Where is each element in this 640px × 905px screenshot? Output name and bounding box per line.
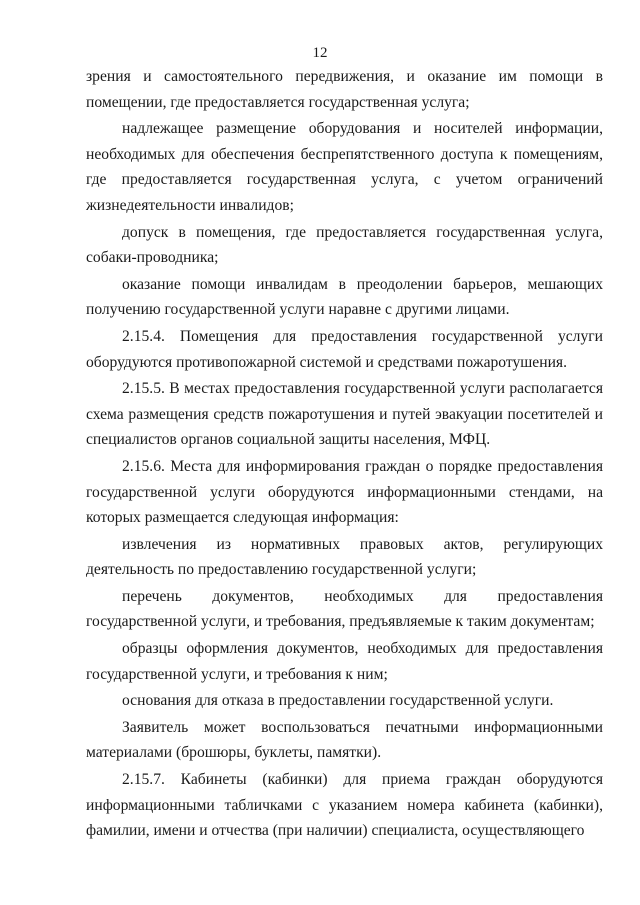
paragraph-refusal-grounds: основания для отказа в предоставлении государственной услуги. [122,692,554,710]
paragraph-2-15-6: 2.15.6. Места для информирования граждан о порядке предоставления государственной услуги оборудуются информационными стендами, на которых размещается следующая информация: [86,457,603,527]
paragraph-legal-extracts: извлечения из нормативных правовых актов, регулирующих деятельность по предоставлению государственной услуги; [86,535,603,579]
paragraph-barrier-assistance: оказание помощи инвалидам в преодолении барьеров, мешающих получению государственной услуги наравне с другими лицами. [86,275,603,319]
paragraph-document-samples: образцы оформления документов, необходимых для предоставления государственной услуги, и требования к ним; [86,640,603,683]
paragraph-continuation: зрения и самостоятельного передвижения, и оказание им помощи в помещении, где предоставляется государственная услуга; [86,68,603,111]
paragraph-guide-dog-access: допуск в помещения, где предоставляется государственная услуга, собаки-проводника; [86,223,603,267]
paragraph-equipment-placement: надлежащее размещение оборудования и носителей информации, необходимых для обеспечения беспрепятственного доступа к помещениям, где предоставляется государственная услуга, с учетом ограничений жизнедеятельности инвалидов; [86,120,603,214]
paragraph-document-list: перечень документов, необходимых для предоставления государственной услуги, и требования, предъявляемые к таким документам; [86,587,603,631]
paragraph-printed-materials: Заявитель может воспользоваться печатными информационными материалами (брошюры, буклеты, памятки). [86,718,603,762]
document-body [86,64,603,844]
page-number: 12 [312,45,328,61]
paragraph-2-15-4: 2.15.4. Помещения для предоставления государственной услуги оборудуются противопожарной системой и средствами пожаротушения. [86,327,603,371]
paragraph-2-15-7: 2.15.7. Кабинеты (кабинки) для приема граждан оборудуются информационными табличками с указанием номера кабинета (кабинки), фамилии, имени и отчества (при наличии) специалиста, осуществляющего [86,771,603,840]
paragraph-2-15-5: 2.15.5. В местах предоставления государственной услуги располагается схема размещения средств пожаротушения и путей эвакуации посетителей и специалистов органов социальной защиты населения, МФЦ. [86,380,603,449]
